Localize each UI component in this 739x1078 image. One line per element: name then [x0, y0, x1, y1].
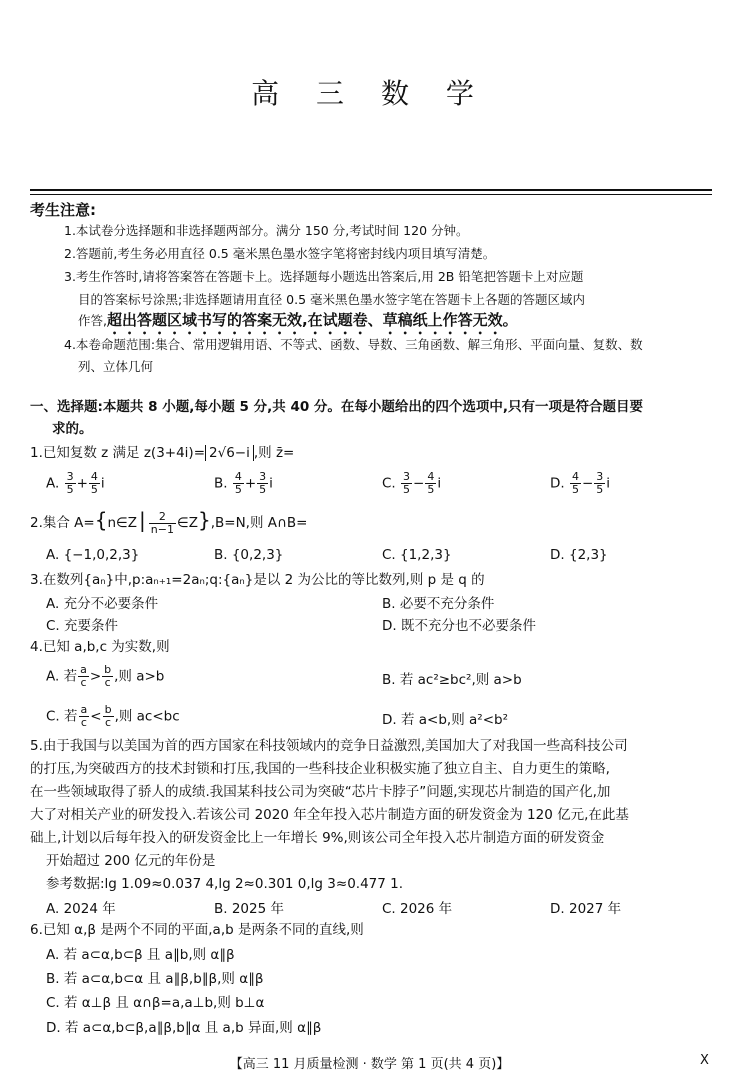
q4-option-a [46, 664, 164, 689]
numerator: b [104, 663, 112, 676]
q5-line: 础上,计划以后每年投入的研发资金比上一年增长 9%,则该公司全年投入芯片制造方面的研发资金 [30, 830, 605, 846]
fraction [401, 471, 412, 496]
imag-unit: i [100, 475, 105, 492]
numerator: a [80, 703, 88, 716]
option-suffix: ,则 ac<bc [114, 708, 180, 725]
operator: > [89, 668, 102, 685]
paper-code: X [700, 1053, 709, 1068]
numerator: a [80, 663, 87, 676]
denominator: c [80, 716, 87, 729]
denominator: 5 [259, 483, 267, 496]
q3-option-d: D. 既不充分也不必要条件 [382, 618, 536, 634]
q1-option-c [382, 471, 441, 496]
notice-item-2: 2.答题前,考生务必用直径 0.5 毫米黑色墨水签字笔将密封线内项目填写清楚。 [64, 246, 496, 261]
divider-thick [30, 189, 712, 191]
question-5-stem [30, 735, 715, 896]
imag-unit: i [437, 475, 442, 492]
section-line-2: 求的。 [52, 421, 93, 437]
operator: < [90, 708, 102, 725]
q4-option-b: B. 若 ac²≥bc²,则 a>b [382, 672, 522, 688]
q3-option-c: C. 充要条件 [46, 618, 119, 634]
q2-option-d: D. {2,3} [550, 547, 608, 563]
notice-item-1: 1.本试卷分选择题和非选择题两部分。满分 150 分,考试时间 120 分钟。 [64, 223, 469, 238]
fraction [149, 511, 176, 536]
denominator: 5 [403, 483, 411, 496]
question-3-stem: 3.在数列{aₙ}中,p:aₙ₊₁=2aₙ;q:{aₙ}是以 2 为公比的等比数列,则 p 是 q 的 [30, 572, 485, 588]
right-brace: } [197, 508, 211, 532]
option-label: D. [550, 475, 565, 492]
q5-line: 开始超过 200 亿元的年份是 [46, 853, 216, 869]
notice-item-3-cont: 目的答案标号涂黑;非选择题请用直径 0.5 毫米黑色墨水签字笔在答题卡上各题的答题区域内 [78, 292, 586, 307]
denominator: c [80, 676, 87, 689]
notice-item-4-cont: 列、立体几何 [78, 359, 154, 374]
numerator: 3 [403, 470, 411, 483]
numerator: 3 [259, 470, 267, 483]
page-footer: 【高三 11 月质量检测 · 数学 第 1 页(共 4 页)】 [229, 1057, 510, 1072]
fraction [79, 704, 90, 729]
denominator: 5 [90, 483, 98, 496]
numerator: 4 [234, 470, 242, 483]
fraction [78, 664, 89, 689]
numerator: 3 [66, 470, 74, 483]
divider-thin [30, 194, 712, 195]
q1-abs: 2√6−i [205, 445, 254, 461]
question-2-stem [30, 510, 307, 536]
option-prefix: A. 若 [46, 668, 78, 685]
q2-option-b: B. {0,2,3} [214, 547, 284, 563]
denominator: 5 [596, 483, 604, 496]
option-label: B. [214, 475, 228, 492]
numerator: 3 [596, 470, 604, 483]
set-bar: | [139, 508, 146, 532]
section-heading [30, 396, 715, 440]
notice-heading: 考生注意: [30, 201, 96, 219]
denominator: 5 [427, 483, 435, 496]
option-prefix: C. 若 [46, 708, 78, 725]
imag-unit: i [606, 475, 611, 492]
q5-option-c: C. 2026 年 [382, 901, 453, 917]
denominator: c [105, 716, 112, 729]
operator: − [413, 475, 425, 492]
q2-stem-b: ,B=N,则 A∩B= [210, 515, 308, 531]
numerator: 4 [90, 470, 98, 483]
q2-stem-a: 2.集合 A= [30, 515, 95, 531]
operator: + [244, 475, 257, 492]
q5-option-b: B. 2025 年 [214, 901, 284, 917]
operator: + [76, 475, 88, 492]
fraction [594, 471, 605, 496]
q1-option-b [214, 471, 273, 496]
notice-item-3-prefix: 作答, [78, 313, 107, 328]
denominator: c [104, 676, 111, 689]
q6-option-d: D. 若 a⊂α,b⊂β,a∥β,b∥α 且 a,b 异面,则 α∥β [46, 1020, 322, 1036]
q5-line: 5.由于我国与以美国为首的西方国家在科技领域内的竞争日益激烈,美国加大了对我国一些高科技公司 [30, 738, 628, 754]
q1-stem-b: ,则 z̄= [253, 445, 295, 461]
q5-option-d: D. 2027 年 [550, 901, 622, 917]
notice-item-4: 4.本卷命题范围:集合、常用逻辑用语、不等式、函数、导数、三角函数、解三角形、平面向量、复数、数 [64, 337, 643, 352]
numerator: 4 [571, 470, 579, 483]
q1-stem-a: 1.已知复数 z 满足 z(3+4i)= [30, 445, 206, 461]
option-label: C. [382, 475, 396, 492]
q2-option-c: C. {1,2,3} [382, 547, 452, 563]
q3-option-a: A. 充分不必要条件 [46, 596, 159, 612]
imag-unit: i [269, 475, 273, 492]
q5-reference-data: 参考数据:lg 1.09≈0.037 4,lg 2≈0.301 0,lg 3≈0.477 1. [46, 876, 404, 892]
numerator: b [104, 703, 112, 716]
notice-emphasis: 超出答题区域书写的答案无效,在试题卷、草稿纸上作答无效。 [106, 311, 518, 329]
denominator: 5 [234, 483, 242, 496]
q5-line: 在一些领域取得了骄人的成绩.我国某科技公司为突破“芯片卡脖子”问题,实现芯片制造的国产化,加 [30, 784, 611, 800]
fraction [233, 471, 244, 496]
q3-option-b: B. 必要不充分条件 [382, 596, 495, 612]
numerator: 4 [427, 470, 435, 483]
denominator: 5 [571, 483, 579, 496]
page-title: 高 三 数 学 [251, 77, 488, 110]
option-label: A. [46, 475, 60, 492]
fraction [425, 471, 436, 496]
q6-option-b: B. 若 a⊂α,b⊂α 且 a∥β,b∥β,则 α∥β [46, 971, 264, 987]
option-suffix: ,则 a>b [114, 668, 165, 685]
question-4-stem: 4.已知 a,b,c 为实数,则 [30, 639, 170, 655]
denominator: 5 [66, 483, 74, 496]
q4-option-d: D. 若 a<b,则 a²<b² [382, 712, 508, 728]
q2-set-cond: ∈Z [176, 515, 198, 531]
q6-option-c: C. 若 α⊥β 且 α∩β=a,a⊥b,则 b⊥α [46, 995, 265, 1011]
fraction [102, 664, 113, 689]
q5-line: 大了对相关产业的研发投入.若该公司 2020 年全年投入芯片制造方面的研发资金为 120 亿元,在此基 [30, 807, 629, 823]
left-brace: { [94, 508, 108, 532]
numerator: 2 [149, 511, 176, 524]
q4-option-c [46, 704, 180, 729]
q1-option-a [46, 471, 105, 496]
fraction [89, 471, 100, 496]
fraction [570, 471, 581, 496]
fraction [103, 704, 114, 729]
fraction [257, 471, 268, 496]
fraction [65, 471, 76, 496]
q1-option-d [550, 471, 610, 496]
q6-option-a: A. 若 a⊂α,b⊂β 且 a∥b,则 α∥β [46, 947, 235, 963]
section-line-1: 一、选择题:本题共 8 小题,每小题 5 分,共 40 分。在每小题给出的四个选项中,只有一项是符合题目要 [30, 399, 644, 415]
q2-option-a: A. {−1,0,2,3} [46, 547, 140, 563]
notice-item-3: 3.考生作答时,请将答案答在答题卡上。选择题每小题选出答案后,用 2B 铅笔把答题卡上对应题 [64, 269, 584, 284]
denominator: n−1 [150, 522, 174, 536]
question-6-stem: 6.已知 α,β 是两个不同的平面,a,b 是两条不同的直线,则 [30, 922, 364, 938]
question-1-stem [30, 443, 294, 463]
q2-set-var: n∈Z [107, 515, 138, 531]
q5-option-a: A. 2024 年 [46, 901, 116, 917]
operator: − [581, 475, 594, 492]
q5-line: 的打压,为突破西方的技术封锁和打压,我国的一些科技企业积极实施了独立自主、自力更生的策略, [30, 761, 610, 777]
